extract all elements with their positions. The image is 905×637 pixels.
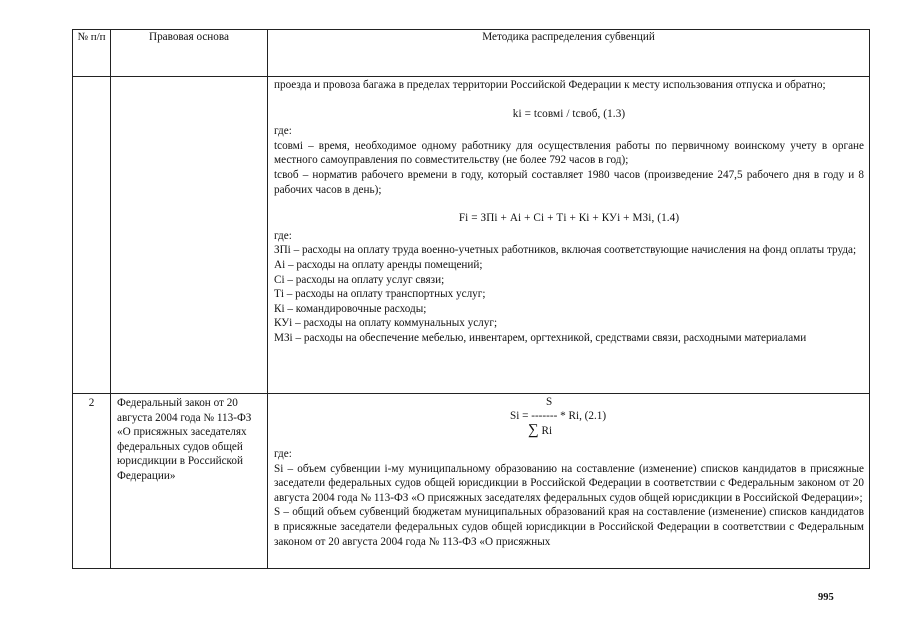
paragraph: Si – объем субвенции i-му муниципальному образованию на составление (изменение) списков кандидатов в присяжные заседатели федеральных судов общей юрисдикции в Российской Федерации в соответствии с Федеральным законом от 20 августа 2004 года № 113-ФЗ «О присяжных заседателях федеральных судов общей юрисдикции в Российской Федерации»; xyxy=(274,462,864,504)
method-cell xyxy=(268,394,870,569)
fraction-line: Si = ------- * Ri, (2.1) xyxy=(510,410,607,422)
paragraph: Сi – расходы на оплату услуг связи; xyxy=(274,273,445,286)
paragraph: проезда и провоза багажа в пределах территории Российской Федерации к месту использования отпуска и обратно; xyxy=(274,79,826,91)
paragraph: Кi – командировочные расходы; xyxy=(274,302,427,315)
paragraph: Аi – расходы на оплату аренды помещений; xyxy=(274,258,483,271)
denominator-text: Ri xyxy=(538,425,553,437)
formula: Fi = ЗПi + Аi + Сi + Тi + Кi + КУi + МЗi, (1.4) xyxy=(458,212,680,225)
fraction-formula xyxy=(274,395,864,447)
paragraph: tсовмi – время, необходимое одному работнику для осуществления работы по первичному воинскому учету в органе местного самоуправления по совместительству (не более 792 часов в год); xyxy=(274,139,864,167)
where-label: где: xyxy=(274,125,292,138)
table-row xyxy=(73,77,870,394)
method-cell xyxy=(268,77,870,394)
formula: ki = tсовмi / tсвоб, (1.3) xyxy=(512,107,626,120)
paragraph: МЗi – расходы на обеспечение мебелью, инвентарем, оргтехникой, средствами связи, расходными материалами xyxy=(274,331,807,344)
paragraph: ЗПi – расходы на оплату труда военно-учетных работников, включая соответствующие начисления на фонд оплаты труда; xyxy=(274,244,857,257)
legal-basis-cell: Федеральный закон от 20 августа 2004 года № 113-ФЗ «О присяжных заседателях федеральных судов общей юрисдикции в Российской Федерации» xyxy=(111,394,268,569)
row-number xyxy=(73,77,111,394)
row-number: 2 xyxy=(73,394,111,569)
table-row xyxy=(73,394,870,569)
fraction-denominator xyxy=(528,423,552,439)
legal-basis-cell xyxy=(111,77,268,394)
where-label: где: xyxy=(274,448,292,460)
page-number: 995 xyxy=(818,592,834,603)
table-header-row xyxy=(73,30,870,77)
subsidy-table xyxy=(72,29,870,569)
where-label: где: xyxy=(274,229,292,242)
paragraph: S – общий объем субвенций бюджетам муниципальных образований края на составление (изменение) списков кандидатов в присяжные заседатели федеральных судов общей юрисдикции в Российской Федерации в соответствии с Федеральным законом от 20 августа 2004 года № 113-ФЗ «О присяжных xyxy=(274,506,864,548)
paragraph: Тi – расходы на оплату транспортных услуг; xyxy=(274,288,486,301)
sum-symbol: ∑ xyxy=(528,422,539,438)
fraction-numerator: S xyxy=(546,396,553,408)
paragraph: КУi – расходы на оплату коммунальных услуг; xyxy=(274,317,498,330)
header-method: Методика распределения субвенций xyxy=(268,30,870,77)
header-number: № п/п xyxy=(73,30,111,77)
paragraph: tсвоб – норматив рабочего времени в году, который составляет 1980 часов (произведение 247,5 рабочего дня в году и 8 рабочих часов в день); xyxy=(274,168,864,196)
header-legal-basis: Правовая основа xyxy=(111,30,268,77)
